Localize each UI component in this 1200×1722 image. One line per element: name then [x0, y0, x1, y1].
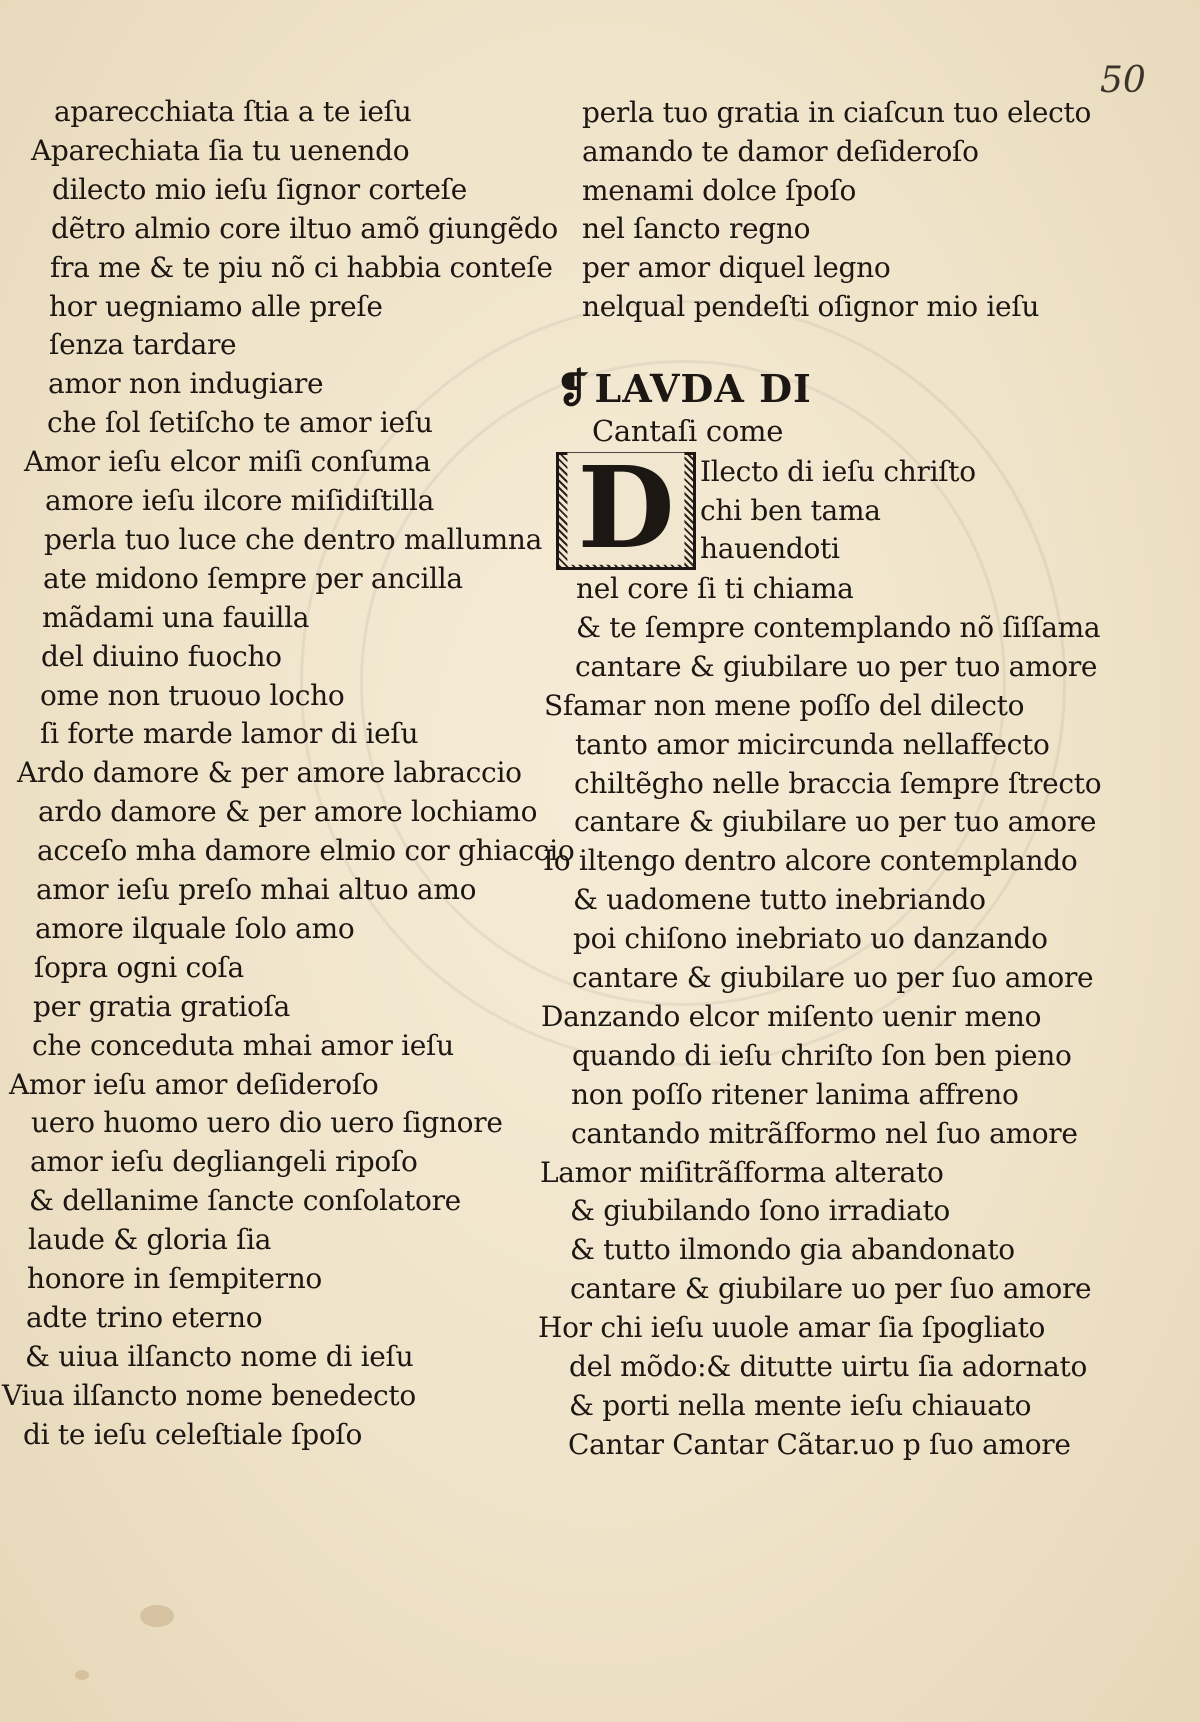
heading-title: LAVDA DI: [594, 366, 812, 411]
text-line: & giubilando ſono irradiato: [570, 1194, 950, 1228]
text-line: perla tuo luce che dentro mallumna: [44, 522, 542, 556]
heading-subtitle: Cantaſi come: [592, 414, 784, 448]
text-line: & tutto ilmondo gia abandonato: [570, 1233, 1015, 1267]
text-line: & porti nella mente ieſu chiauato: [569, 1388, 1032, 1422]
text-line: poi chiſono inebriato uo danzando: [573, 922, 1048, 956]
text-line: Viua ilſancto nome benedecto: [2, 1378, 416, 1412]
text-line: & uiua ilſancto nome di ieſu: [25, 1339, 414, 1373]
text-line: & dellanime ſancte conſolatore: [29, 1184, 461, 1218]
text-line: Cantar Cantar Cãtar.uo p ſuo amore: [568, 1427, 1071, 1461]
text-line: amor non indugiare: [48, 367, 324, 401]
text-line: Sfamar non mene poſſo del dilecto: [544, 688, 1025, 722]
text-line: amor ieſu preſo mhai altuo amo: [36, 873, 477, 906]
text-line: amando te damor deſideroſo: [582, 134, 979, 168]
text-line: ſi forte marde lamor di ieſu: [40, 717, 419, 751]
text-line: nelqual pendeſti oſignor mio ieſu: [582, 290, 1040, 323]
text-line: adte trino eterno: [26, 1300, 263, 1334]
text-line: di te ieſu celeſtiale ſpoſo: [23, 1417, 363, 1451]
text-line: mãdami una fauilla: [42, 600, 310, 634]
text-line: Amor ieſu elcor miſi conſuma: [24, 445, 431, 479]
text-line: fra me & te piu nõ ci habbia conteſe: [50, 250, 553, 284]
text-line: menami dolce ſpoſo: [582, 173, 857, 207]
text-line: chiltẽgho nelle braccia ſempre ſtrecto: [574, 766, 1102, 800]
text-line: amore ieſu ilcore miſidiſtilla: [45, 484, 434, 517]
text-line: cantare & giubilare uo per tuo amore: [575, 649, 1098, 683]
text-line: & uadomene tutto inebriando: [573, 883, 986, 917]
text-line: Lamor miſitrãſforma alterato: [540, 1155, 944, 1189]
pilcrow-icon: ❡: [556, 365, 591, 412]
text-line: perla tuo gratia in ciaſcun tuo electo: [582, 96, 1092, 129]
text-line: hor uegniamo alle preſe: [49, 289, 383, 323]
text-line: cantare & giubilare uo per tuo amore: [574, 805, 1097, 839]
text-line: Ardo damore & per amore labraccio: [17, 756, 522, 790]
text-line: tanto amor micircunda nellaffecto: [575, 727, 1050, 761]
text-line: laude & gloria ſia: [28, 1223, 272, 1257]
text-line: Amor ieſu amor deſideroſo: [9, 1067, 379, 1101]
text-line: cantando mitrãſformo nel ſuo amore: [571, 1116, 1078, 1150]
paper-stain: [75, 1670, 89, 1680]
text-line: uero huomo uero dio uero ſignore: [31, 1106, 503, 1140]
text-line: nel core ſi ti chiama: [576, 572, 854, 605]
text-line: non poſſo ritener lanima affreno: [571, 1077, 1019, 1111]
text-line: & te ſempre contemplando nõ ſiſſama: [576, 610, 1101, 644]
text-line: Danzando elcor miſento uenir meno: [541, 999, 1042, 1033]
text-line: ate midono ſempre per ancilla: [43, 561, 463, 595]
text-line: Hor chi ieſu uuole amar ſia ſpogliato: [538, 1311, 1046, 1345]
text-line: che conceduta mhai amor ieſu: [32, 1028, 454, 1062]
paper-stain: [140, 1605, 174, 1627]
text-line: dilecto mio ieſu ſignor corteſe: [52, 172, 467, 206]
decorated-initial: [556, 442, 696, 574]
text-line: aparecchiata ſtia a te ieſu: [54, 95, 412, 128]
text-line: per amor diquel legno: [582, 251, 891, 285]
text-line: dẽtro almio core iltuo amõ giungẽdo: [51, 211, 558, 245]
text-line: amore ilquale ſolo amo: [35, 911, 355, 945]
text-line: nel ſancto regno: [582, 212, 811, 246]
text-line: Ilecto di ieſu chriſto: [700, 455, 976, 488]
text-line: che ſol ſetiſcho te amor ieſu: [47, 406, 433, 440]
text-line: cantare & giubilare uo per ſuo amore: [570, 1272, 1092, 1306]
text-line: ome non truouo locho: [40, 678, 345, 712]
text-line: acceſo mha damore elmio cor ghiaccio: [37, 834, 575, 868]
text-line: Aparechiata ſia tu uenendo: [31, 133, 410, 167]
text-line: hauendoti: [700, 532, 840, 565]
lauda-heading: [556, 365, 812, 412]
text-line: del diuino fuocho: [41, 639, 282, 673]
text-line: amor ieſu degliangeli ripoſo: [30, 1145, 418, 1179]
text-line: cantare & giubilare uo per ſuo amore: [572, 961, 1094, 994]
text-line: quando di ieſu chriſto ſon ben pieno: [572, 1038, 1072, 1072]
text-line: ardo damore & per amore lochiamo: [38, 795, 538, 829]
text-line: chi ben tama: [700, 493, 881, 527]
text-line: per gratia gratioſa: [33, 989, 291, 1023]
text-line: ſenza tardare: [49, 328, 237, 362]
text-line: ſopra ogni coſa: [34, 950, 244, 984]
text-line: del mõdo:& ditutte uirtu ſia adornato: [569, 1350, 1088, 1383]
text-line: honore in ſempiterno: [27, 1262, 322, 1295]
folio-number: 50: [1100, 60, 1146, 101]
initial-letter: D: [567, 453, 684, 565]
text-line: Io iltengo dentro alcore contemplando: [543, 844, 1078, 878]
